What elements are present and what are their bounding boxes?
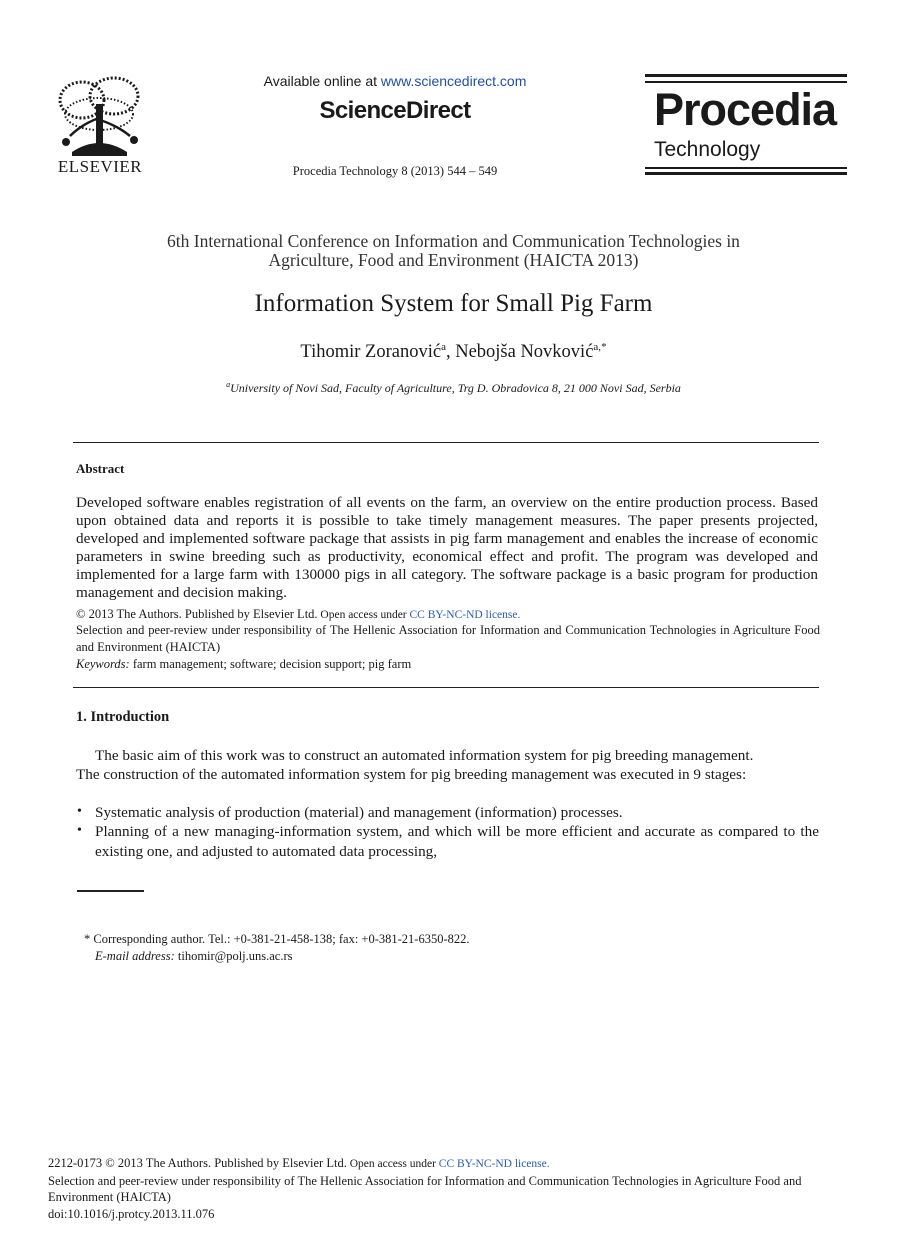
author-1: Tihomir Zoranović	[300, 342, 442, 362]
author-2: Nebojša Novković	[455, 342, 594, 362]
procedia-rule-top	[645, 74, 847, 77]
bullet-icon: •	[77, 823, 82, 838]
author-separator: ,	[445, 342, 456, 362]
keywords	[76, 656, 820, 673]
copyright-text: © 2013 The Authors. Published by Elsevier Ltd.	[76, 607, 318, 621]
procedia-logo	[645, 74, 847, 176]
issn-line	[48, 1155, 818, 1173]
intro-line-1: The basic aim of this work was to construct an automated information system for pig breeding management.	[95, 747, 754, 764]
abstract-top-rule	[73, 442, 819, 443]
corresponding-author-text: Corresponding author. Tel.: +0-381-21-458-138; fax: +0-381-21-6350-822.	[90, 932, 470, 946]
paper-title: Information System for Small Pig Farm	[254, 290, 653, 317]
procedia-rule-top-thin	[645, 81, 847, 83]
conference-name	[90, 232, 817, 270]
footnote-rule	[77, 890, 144, 892]
footer-license-link[interactable]: CC BY-NC-ND license.	[438, 1158, 550, 1170]
page-footer	[48, 1155, 818, 1222]
footer-peer-review: Selection and peer-review under responsibility of The Hellenic Association for Information and Communication Technologies in Agriculture Food and Environment (HAICTA)	[48, 1173, 802, 1204]
available-online-line	[220, 73, 570, 89]
intro-paragraph	[76, 746, 818, 784]
license-link[interactable]: CC BY-NC-ND license.	[409, 609, 521, 621]
affiliation	[60, 380, 847, 396]
list-item: Systematic analysis of production (material) and management (information) processes.	[95, 804, 623, 821]
author-2-affil-mark	[593, 341, 606, 353]
procedia-rule-bottom-thin	[645, 167, 847, 169]
conference-line-1: 6th International Conference on Information and Communication Technologies in	[167, 231, 740, 251]
affiliation-mark: a	[226, 380, 231, 389]
abstract-body: Developed software enables registration of all events on the farm, an overview on the entire production process. Based upon obtained data and reports it is possible to take timely management measures. The paper presents projected, developed and implemented software package that assists in pig farm management and enables the increase of economic parameters in swine breeding such as productivity, economical effect and profit. The program was developed and implemented for a large farm with 130000 pigs in all category. The software package is a basic program for production management and decision making.	[76, 494, 818, 601]
abstract-heading: Abstract	[76, 461, 125, 476]
issn-copyright: 2212-0173 © 2013 The Authors. Published by Elsevier Ltd.	[48, 1156, 347, 1170]
abstract-copyright	[76, 606, 820, 624]
procedia-subtitle: Technology	[654, 138, 761, 161]
email-line	[84, 948, 470, 965]
abstract-bottom-rule	[73, 687, 819, 688]
open-access-text: Open access under	[317, 609, 410, 621]
footnote-mark: *	[84, 932, 91, 946]
available-online-text: Available online at	[263, 73, 381, 89]
publisher-name: ELSEVIER	[57, 157, 143, 176]
peer-review-note: Selection and peer-review under responsibility of The Hellenic Association for Information and Communication Technologies in Agriculture Food and Environment (HAICTA)	[76, 623, 820, 654]
author-1-affil-mark: a	[441, 341, 446, 353]
doi: doi:10.1016/j.protcy.2013.11.076	[48, 1206, 215, 1221]
author-2-affil-letter: a,	[593, 341, 602, 353]
journal-reference: Procedia Technology 8 (2013) 544 – 549	[292, 164, 498, 178]
email-address: tihomir@polj.uns.ac.rs	[174, 948, 293, 963]
affiliation-text: University of Novi Sad, Faculty of Agriculture, Trg D. Obradovica 8, 21 000 Novi Sad, Serbia	[230, 381, 681, 395]
corresponding-author-note	[84, 931, 470, 948]
sciencedirect-wordmark: ScienceDirect	[319, 97, 471, 124]
procedia-title: Procedia	[654, 84, 837, 135]
author-list	[60, 341, 847, 363]
bullet-icon: •	[77, 804, 82, 819]
keywords-label: Keywords:	[76, 657, 130, 671]
keywords-list: farm management; software; decision support; pig farm	[129, 657, 412, 671]
intro-line-2: The construction of the automated information system for pig breeding management was executed in 9 stages:	[76, 766, 747, 783]
footer-open-access: Open access under	[346, 1158, 439, 1170]
section-heading-introduction: 1. Introduction	[76, 709, 170, 725]
sciencedirect-link[interactable]: www.sciencedirect.com	[380, 73, 527, 89]
conference-line-2: Agriculture, Food and Environment (HAICTA 2013)	[268, 250, 639, 270]
email-label: E-mail address:	[95, 948, 175, 963]
list-item: Planning of a new managing-information system, and which will be more efficient and accurate as compared to the existing one, and adjusted to automated data processing,	[95, 823, 819, 860]
corresponding-mark: *	[601, 341, 607, 353]
footnote	[84, 931, 470, 964]
procedia-rule-bottom	[645, 172, 847, 175]
